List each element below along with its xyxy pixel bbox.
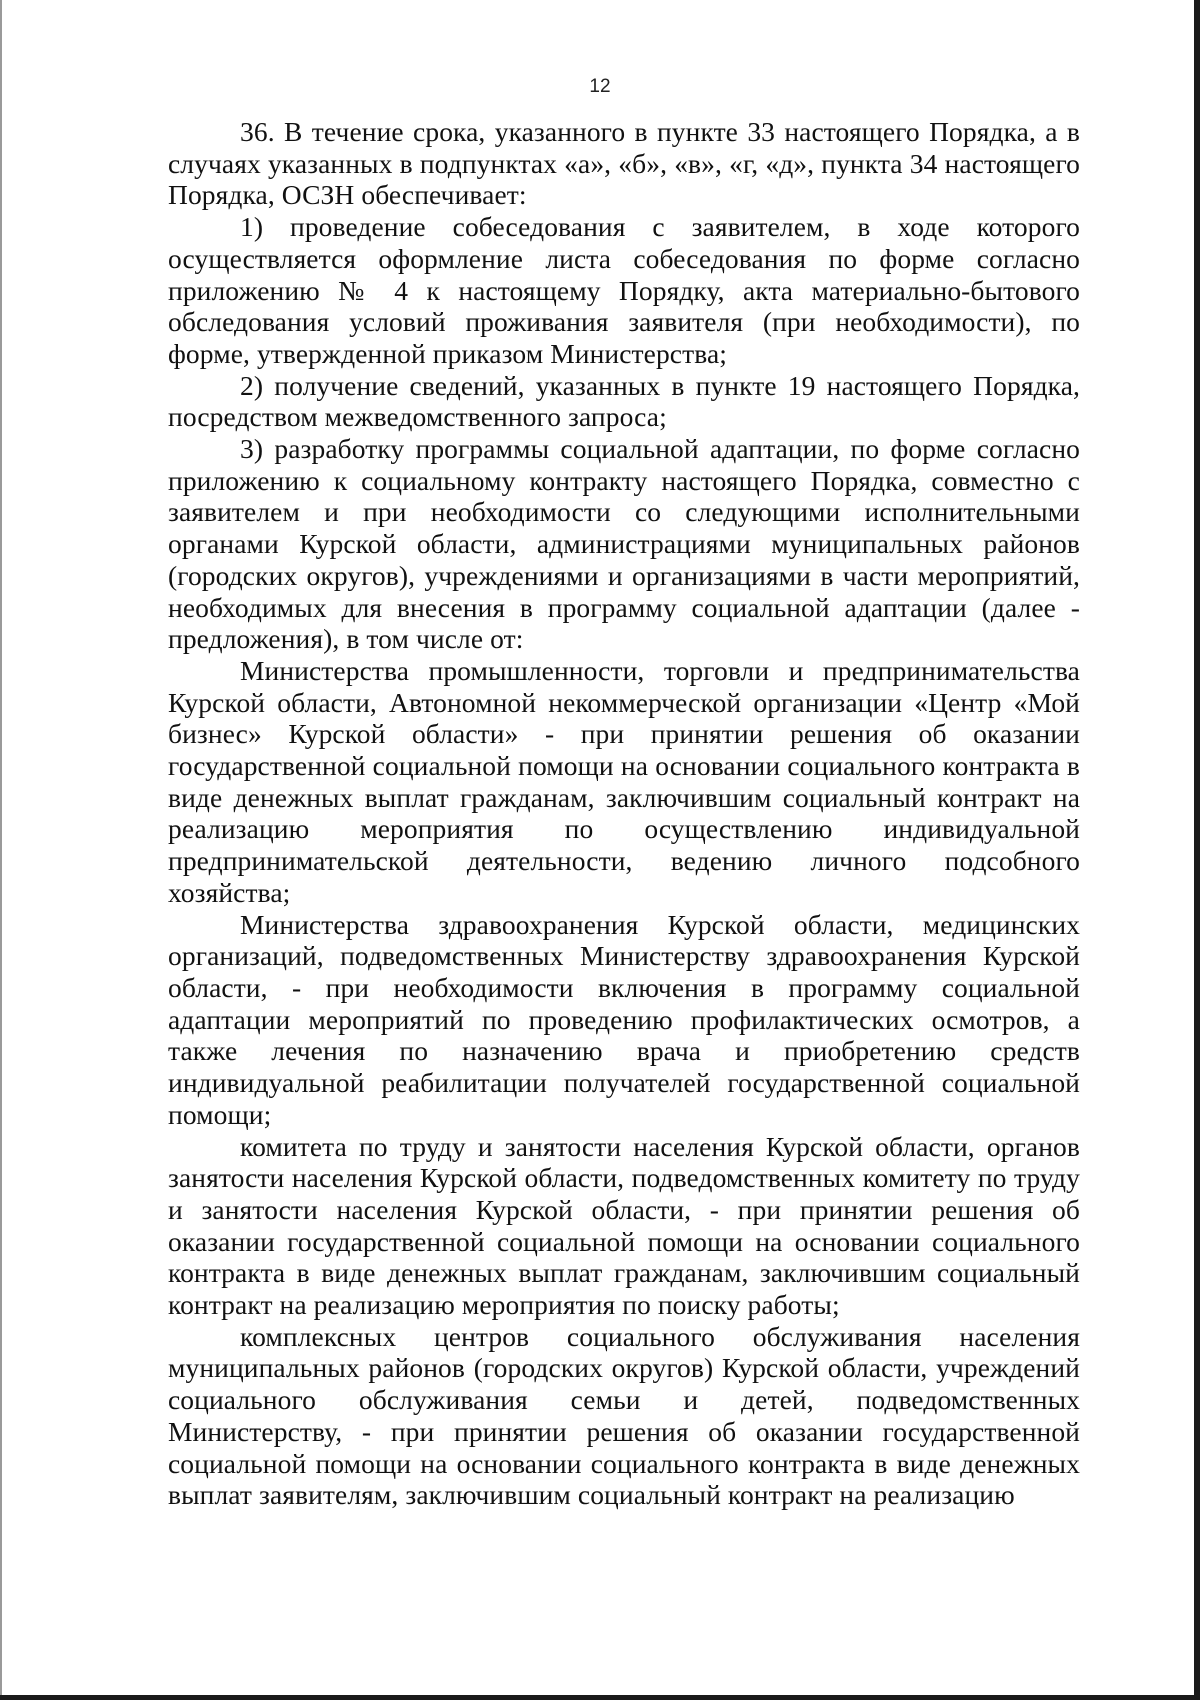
paragraph-subitem-1: 1) проведение собеседования с заявителем, в ходе которого осуществляется оформление листа собеседования по форме согласно приложению № 4 к настоящему Порядку, акта материально-бытового обследования условий проживания заявителя (при необходимости), по форме, утвержденной приказом Министерства; [168,211,1080,369]
scan-edge-right [1194,0,1200,1700]
paragraph-ministry-health: Министерства здравоохранения Курской области, медицинских организаций, подведомственных Министерству здравоохранения Курской области, - при необходимости включения в программу социальной адаптации мероприятий по проведению профилактических осмотров, а также лечения по назначению врача и приобретению средств индивидуальной реабилитации получателей государственной социальной помощи; [168,908,1080,1130]
page-number: 12 [589,76,611,97]
paragraph-labor-committee: комитета по труду и занятости населения Курской области, органов занятости населения Курской области, подведомственных комитету по труду и занятости населения Курской области, - при принятии решения об оказании государственной социальной помощи на основании социального контракта в виде денежных выплат гражданам, заключившим социальный контракт на реализацию мероприятия по поиску работы; [168,1130,1080,1321]
document-body [168,116,1080,1511]
paragraph-item-36: 36. В течение срока, указанного в пункте 33 настоящего Порядка, а в случаях указанных в подпунктах «а», «б», «в», «г, «д», пункта 34 настоящего Порядка, ОСЗН обеспечивает: [168,116,1080,211]
paragraph-ministry-industry: Министерства промышленности, торговли и предпринимательства Курской области, Автономной некоммерческой организации «Центр «Мой бизнес» Курской области» - при принятии решения об оказании государственной социальной помощи на основании социального контракта в виде денежных выплат гражданам, заключившим социальный контракт на реализацию мероприятия по осуществлению индивидуальной предпринимательской деятельности, ведению личного подсобного хозяйства; [168,654,1080,908]
paragraph-subitem-2: 2) получение сведений, указанных в пункте 19 настоящего Порядка, посредством межведомственного запроса; [168,369,1080,433]
paragraph-social-centers: комплексных центров социального обслуживания населения муниципальных районов (городских округов) Курской области, учреждений социального обслуживания семьи и детей, подведомственных Министерству, - при принятии решения об оказании государственной социальной помощи на основании социального контракта в виде денежных выплат заявителям, заключившим социальный контракт на реализацию [168,1320,1080,1511]
scan-edge-bottom [0,1695,1200,1700]
paragraph-subitem-3: 3) разработку программы социальной адаптации, по форме согласно приложению к социальному контракту настоящего Порядка, совместно с заявителем и при необходимости со следующими исполнительными органами Курской области, администрациями муниципальных районов (городских округов), учреждениями и организациями в части мероприятий, необходимых для внесения в программу социальной адаптации (далее - предложения), в том числе от: [168,433,1080,655]
scan-edge-left [0,0,2,1700]
